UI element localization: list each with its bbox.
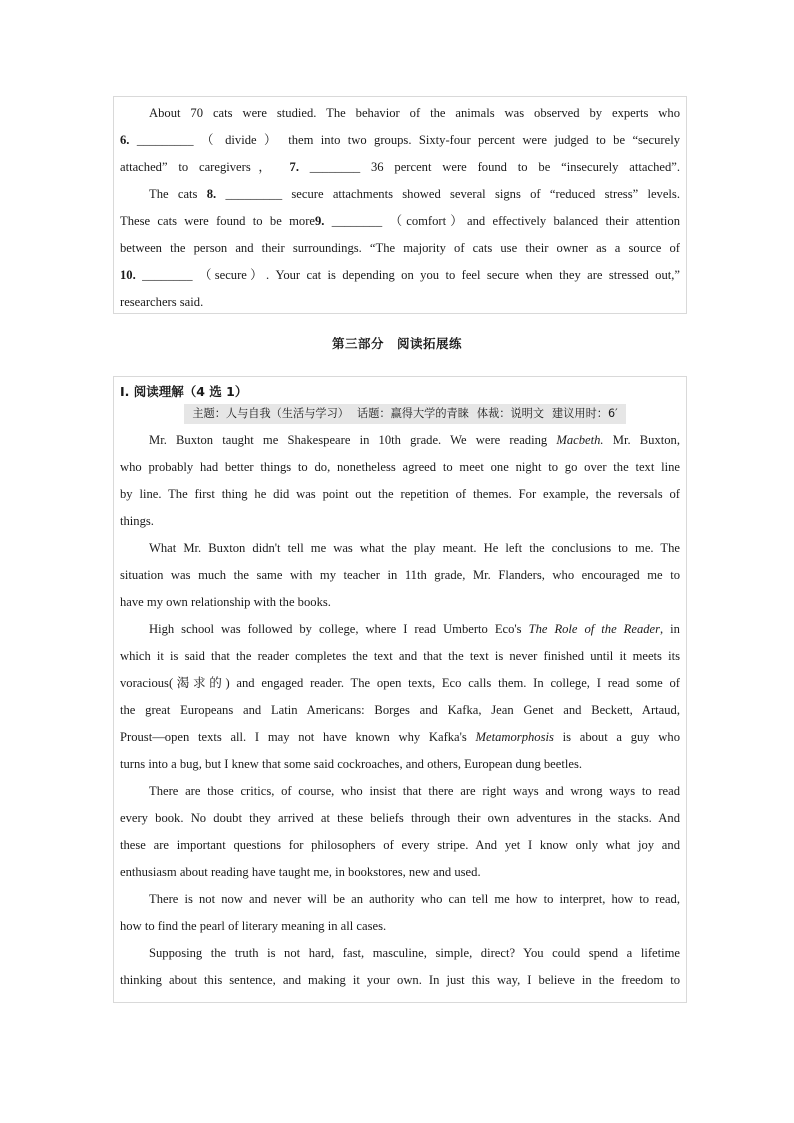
passage-line: between the person and their surroundings. “The majority of cats use their owner as a source of [120,241,680,255]
passage-text: High school was followed by college, where I read Umberto Eco's [149,622,529,636]
passage-text: ________ （secure）. Your cat is depending on you to feel secure when they are stressed out,” [142,268,680,282]
passage-text: Mr. Buxton taught me Shakespeare in 10th grade. We were reading [149,433,557,447]
book-title: The Role of the Reader [528,622,661,636]
passage-line: enthusiasm about reading have taught me, in bookstores, new and used. [120,865,481,879]
passage-line: every book. No doubt they arrived at these beliefs through their own adventures in the stacks. And [120,811,680,825]
blank-number: 7. [289,160,299,174]
passage-text: , in [660,622,680,636]
passage-text: ________ 36 percent were found to be “insecurely attached”. [309,160,680,174]
passage-text: Proust—open texts all. I may not have known why Kafka's [120,730,476,744]
passage-text: The cats [149,187,198,201]
section-title: 第三部分 阅读拓展练 [331,336,462,351]
passage-line [120,427,680,454]
passage-line: these are important questions for philosophers of every stripe. And yet I know only what joy and [120,838,680,852]
passage-line: researchers said. [120,295,204,309]
theme-bar-wrap [120,404,680,426]
theme-bar [184,404,625,424]
passage-text: These cats were found to be more [120,214,315,228]
passage-line: by line. The first thing he did was point out the repetition of themes. For example, the reversals of [120,487,680,501]
passage-line [120,181,680,208]
passage-line [120,127,680,154]
passage-line: which it is said that the reader completes the text and that the text is never finished until it meets its [120,649,680,663]
passage-line [120,154,680,181]
passage-line: how to find the pearl of literary meaning in all cases. [120,919,387,933]
reading-passage-box [113,376,687,1003]
passage-line: the great Europeans and Latin Americans: Borges and Kafka, Jean Genet and Beckett, Artaud, [120,703,680,717]
theme-subject: 话题：赢得大学的青睐 [357,407,469,420]
passage-line: thinking about this sentence, and making it your own. In just this way, I believe in the freedom to [120,973,680,987]
passage-text: ________ （comfort）and effectively balanced their attention [331,214,680,228]
passage-line: What Mr. Buxton didn't tell me was what the play meant. He left the conclusions to me. The [149,541,680,555]
passage-line [120,616,680,643]
passage-line: things. [120,514,154,528]
passage-line: There is not now and never will be an authority who can tell me how to interpret, how to read, [149,892,680,906]
theme-genre: 体裁：说明文 [476,407,545,420]
theme-topic: 主题：人与自我（生活与学习） [192,407,349,420]
passage-line: About 70 cats were studied. The behavior of the animals was observed by experts who [149,106,680,120]
blank-number: 6. [120,133,130,147]
fill-in-passage-box [113,96,687,314]
passage-text: attached” to caregivers， [120,160,279,174]
passage-line [120,208,680,235]
passage-line [120,724,680,751]
passage-line [120,262,680,289]
passage-text: Mr. Buxton, [603,433,680,447]
passage-line: who probably had better things to do, nonetheless agreed to meet one night to go over the text line [120,460,680,474]
theme-time: 建议用时：6′ [552,407,618,420]
book-title: Macbeth. [556,433,604,447]
book-title: Metamorphosis [475,730,554,744]
passage-line: turns into a bug, but I knew that some said cockroaches, and others, European dung beetles. [120,757,582,771]
passage-text: _________ （ divide ） them into two groups. Sixty-four percent were judged to be “securely [136,133,680,147]
passage-text: _________ secure attachments showed several signs of “reduced stress” levels. [225,187,680,201]
passage-line: voracious(渴求的) and engaged reader. The open texts, Eco calls them. In college, I read some of [120,676,680,690]
blank-number: 9. [314,214,325,228]
reading-header: Ⅰ. 阅读理解（4 选 1） [120,384,248,399]
passage-text: is about a guy who [553,730,680,744]
passage-line: have my own relationship with the books. [120,595,331,609]
passage-line: situation was much the same with my teacher in 11th grade, Mr. Flanders, who encouraged me to [120,568,680,582]
passage-line: There are those critics, of course, who insist that there are right ways and wrong ways to read [149,784,680,798]
blank-number: 8. [206,187,217,201]
blank-number: 10. [120,268,136,282]
passage-line: Supposing the truth is not hard, fast, masculine, simple, direct? You could spend a lifetime [149,946,680,960]
